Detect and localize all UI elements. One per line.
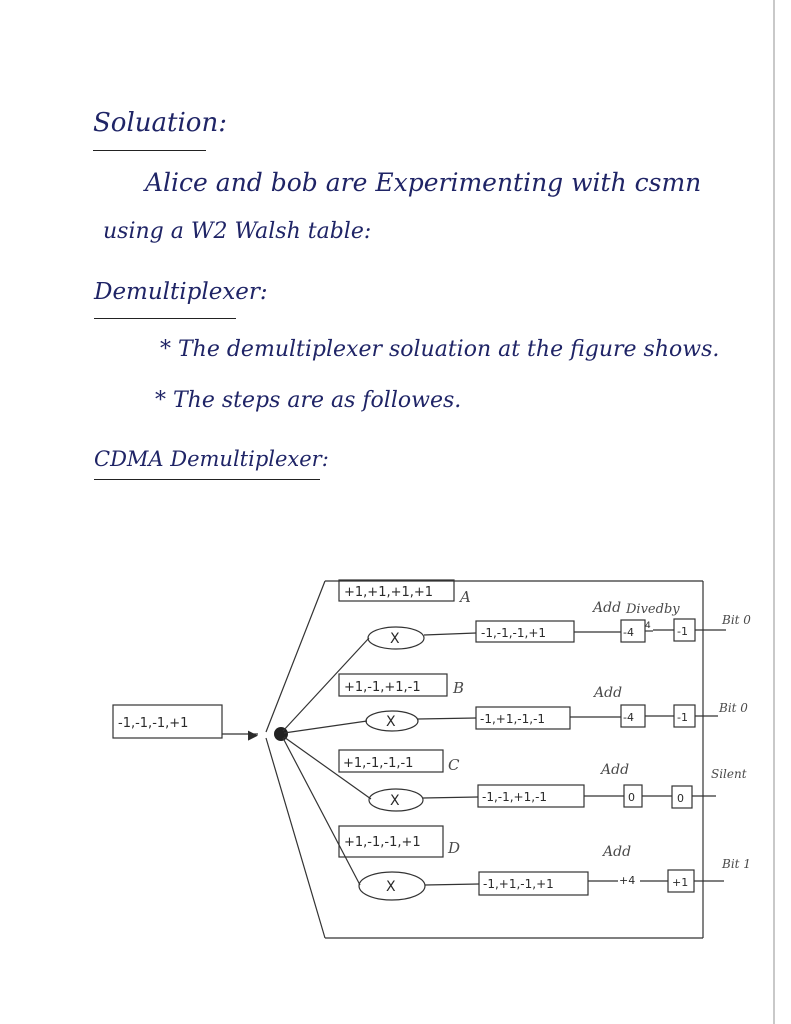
product-d: -1,+1,-1,+1 <box>483 877 554 891</box>
multiply-d: X <box>386 879 396 895</box>
chip-code-b: +1,-1,+1,-1 <box>344 680 421 695</box>
output-bit-a: Bit 0 <box>722 613 751 627</box>
input-value: -1,-1,-1,+1 <box>118 716 189 731</box>
sum-a: -4 <box>623 626 634 639</box>
input-arrow-icon: ▶ <box>248 728 258 743</box>
add-label-b: Add <box>594 685 623 701</box>
frame-upper-diagonal <box>266 581 325 732</box>
sum-b: -4 <box>623 711 634 724</box>
output-bit-d: Bit 1 <box>722 857 751 871</box>
bullet-1: * The demultiplexer soluation at the figure shows. <box>160 337 720 362</box>
branch-b <box>284 721 367 733</box>
intro-line-2: using a W2 Walsh table: <box>103 219 372 244</box>
frame-lower-diagonal <box>266 738 325 938</box>
intro-line-1: Alice and bob are Experimenting with csmn <box>145 168 702 197</box>
product-a: -1,-1,-1,+1 <box>481 626 547 640</box>
mult-link-d <box>425 884 479 885</box>
chip-code-a: +1,+1,+1,+1 <box>344 585 434 600</box>
station-b: B <box>453 679 465 697</box>
station-c: C <box>448 756 460 774</box>
result-a: -1 <box>677 625 688 638</box>
multiply-a: X <box>390 631 400 647</box>
solution-heading: Soluation: <box>93 108 227 138</box>
chip-code-d: +1,-1,-1,+1 <box>344 835 421 850</box>
sum-c: 0 <box>628 791 635 804</box>
mult-link-b <box>418 718 476 719</box>
sum-d: +4 <box>619 874 636 887</box>
cdma-heading: CDMA Demultiplexer: <box>94 447 329 471</box>
station-d: D <box>448 839 461 857</box>
demultiplexer-heading: Demultiplexer: <box>94 279 268 305</box>
divide-note: Divedby <box>626 602 680 617</box>
result-c: 0 <box>677 792 684 805</box>
chip-code-c: +1,-1,-1,-1 <box>343 756 414 771</box>
product-c: -1,-1,+1,-1 <box>482 790 548 804</box>
add-label-c: Add <box>601 762 630 778</box>
bullet-2: * The steps are as followes. <box>155 388 462 413</box>
station-a: A <box>460 588 471 606</box>
divisor-a: 4 <box>645 621 651 631</box>
output-bit-b: Bit 0 <box>719 701 748 715</box>
result-d: +1 <box>672 876 689 889</box>
mult-link-c <box>423 797 478 798</box>
multiply-b: X <box>386 714 396 730</box>
add-label-d: Add <box>603 844 632 860</box>
mult-link-a <box>424 633 476 635</box>
result-b: -1 <box>677 711 688 724</box>
multiply-c: X <box>390 793 400 809</box>
output-bit-c: Silent <box>711 767 747 781</box>
add-label-a: Add <box>593 600 622 616</box>
product-b: -1,+1,-1,-1 <box>480 712 546 726</box>
